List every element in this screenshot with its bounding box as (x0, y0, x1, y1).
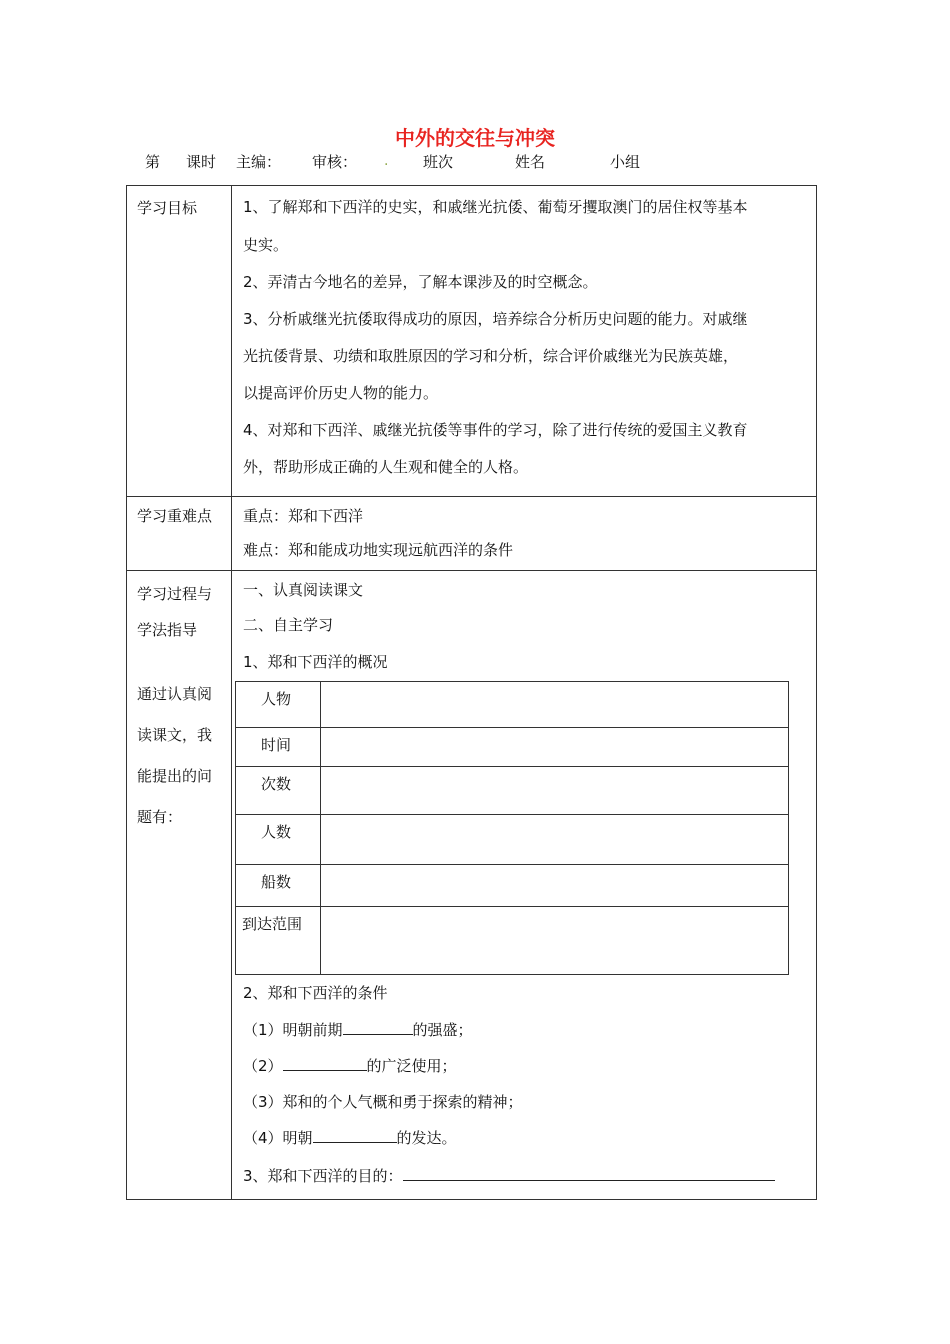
lesson-table (126, 185, 817, 1200)
focus-text: 重点：郑和下西洋 (243, 507, 364, 525)
lesson-suffix: 课时 (186, 153, 217, 171)
condition-text: （1）明朝前期 (243, 1021, 343, 1039)
header-info (0, 151, 950, 171)
overview-label: 次数 (236, 767, 321, 815)
overview-value[interactable] (321, 907, 789, 975)
overview-value[interactable] (321, 767, 789, 815)
goal-line: 史实。 (243, 236, 289, 254)
goal-line: 4、对郑和下西洋、戚继光抗倭等事件的学习，除了进行传统的爱国主义教育 (243, 421, 748, 439)
guide-line: 通过认真阅 (137, 685, 213, 703)
overview-table (235, 681, 789, 975)
overview-row (236, 865, 789, 907)
overview-label: 时间 (236, 728, 321, 767)
overview-value[interactable] (321, 682, 789, 728)
overview-row (236, 767, 789, 815)
overview-label: 船数 (236, 865, 321, 907)
fill-blank[interactable] (403, 1164, 775, 1181)
overview-label: 人数 (236, 815, 321, 865)
goal-line: 光抗倭背景、功绩和取胜原因的学习和分析，综合评价戚继光为民族英雄， (243, 347, 739, 365)
process-label (127, 571, 232, 1200)
condition-4 (243, 1120, 808, 1156)
overview-row (236, 815, 789, 865)
goals-label: 学习目标 (127, 186, 232, 497)
name-label: 姓名 (515, 153, 546, 171)
overview-value[interactable] (321, 728, 789, 767)
step-self-study: 二、自主学习 (243, 616, 334, 634)
overview-title: 1、郑和下西洋的概况 (243, 653, 388, 671)
key-points-content (232, 497, 817, 571)
reviewer-label: 审核： (312, 153, 358, 171)
condition-text: （4）明朝 (243, 1129, 313, 1147)
goals-content (232, 186, 817, 497)
goals-row (127, 186, 817, 497)
group-label: 小组 (610, 153, 641, 171)
condition-text: 的强盛； (412, 1021, 473, 1039)
step-read: 一、认真阅读课文 (243, 581, 364, 599)
condition-2 (243, 1048, 808, 1084)
difficulty-text: 难点：郑和能成功地实现远航西洋的条件 (243, 541, 514, 559)
goal-line: 外，帮助形成正确的人生观和健全的人格。 (243, 458, 529, 476)
goal-line: 以提高评价历史人物的能力。 (243, 384, 439, 402)
fill-blank[interactable] (283, 1054, 367, 1071)
condition-text: 的发达。 (396, 1129, 457, 1147)
goal-line: 2、弄清古今地名的差异，了解本课涉及的时空概念。 (243, 273, 598, 291)
process-content (232, 571, 817, 1200)
process-row (127, 571, 817, 1200)
key-points-row (127, 497, 817, 571)
guide-line: 题有： (137, 808, 183, 826)
process-label-line: 学习过程与 (137, 585, 213, 603)
conditions-title: 2、郑和下西洋的条件 (243, 984, 388, 1002)
lesson-prefix: 第 (145, 153, 161, 171)
overview-value[interactable] (321, 865, 789, 907)
condition-1 (243, 1008, 808, 1048)
process-label-line: 学法指导 (137, 621, 198, 639)
condition-3: （3）郑和的个人气概和勇于探索的精神； (243, 1093, 523, 1111)
overview-label: 到达范围 (236, 907, 321, 975)
overview-row (236, 907, 789, 975)
overview-row (236, 682, 789, 728)
editor-label: 主编： (236, 153, 282, 171)
goal-line: 1、了解郑和下西洋的史实，和戚继光抗倭、葡萄牙攫取澳门的居住权等基本 (243, 198, 748, 216)
purpose-text: 3、郑和下西洋的目的： (243, 1167, 403, 1185)
page-title: 中外的交往与冲突 (395, 126, 555, 150)
fill-blank[interactable] (313, 1126, 397, 1143)
condition-text: （2） (243, 1057, 283, 1075)
guide-line: 能提出的问 (137, 767, 213, 785)
dot-mark: . (384, 153, 389, 169)
overview-row (236, 728, 789, 767)
overview-value[interactable] (321, 815, 789, 865)
condition-text: 的广泛使用； (366, 1057, 457, 1075)
overview-label: 人物 (236, 682, 321, 728)
fill-blank[interactable] (343, 1018, 413, 1035)
purpose-line (243, 1156, 808, 1194)
key-points-label: 学习重难点 (127, 497, 232, 571)
class-label: 班次 (423, 153, 454, 171)
guide-line: 读课文，我 (137, 726, 213, 744)
goal-line: 3、分析戚继光抗倭取得成功的原因，培养综合分析历史问题的能力。对戚继 (243, 310, 748, 328)
